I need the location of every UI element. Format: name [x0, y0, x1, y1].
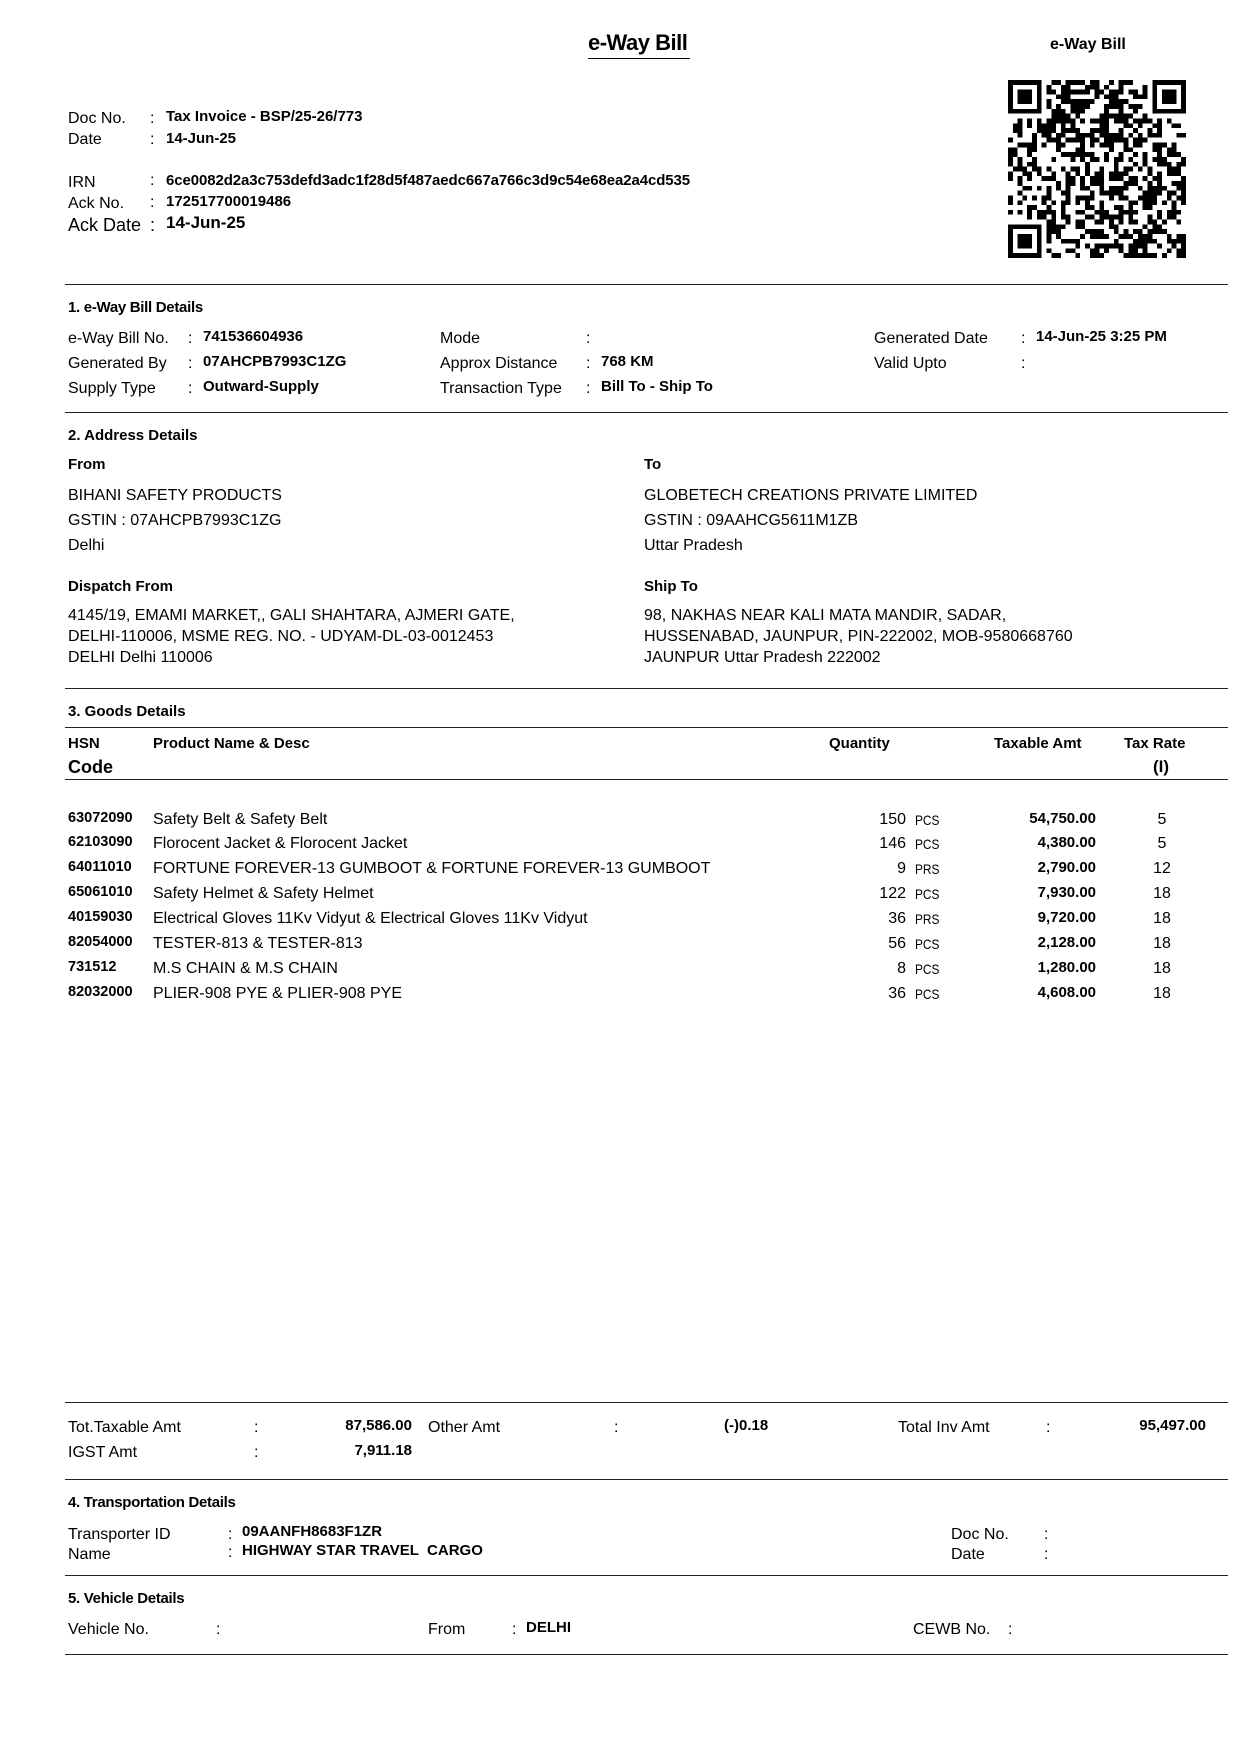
- taxable-amount: 9,720.00: [1037, 909, 1096, 926]
- colon: :: [254, 1444, 259, 1461]
- hsn-code: 63072090: [68, 810, 133, 826]
- quantity: 9: [897, 860, 906, 877]
- generated-by-label: Generated By: [68, 355, 167, 372]
- ack-no-value: 172517700019486: [166, 193, 292, 210]
- ewb-no-value: 741536604936: [203, 328, 304, 345]
- irn-value: 6ce0082d2a3c753defd3adc1f28d5f487aedc667a766c3d9c54e68ea2a4cd535: [166, 172, 691, 189]
- igst-value: 7,911.18: [354, 1442, 412, 1459]
- colon: :: [188, 330, 193, 347]
- from-name: BIHANI SAFETY PRODUCTS: [68, 487, 282, 504]
- generated-date-label: Generated Date: [874, 330, 988, 347]
- unit: PCS: [915, 836, 940, 852]
- table-row: [0, 984, 1240, 1008]
- tax-rate: 18: [1153, 985, 1171, 1002]
- generated-by-value: 07AHCPB7993C1ZG: [203, 353, 347, 370]
- to-label: To: [644, 456, 662, 473]
- tax-rate: 18: [1153, 885, 1171, 902]
- colon: :: [586, 330, 591, 347]
- colon: :: [586, 355, 591, 372]
- total-inv-label: Total Inv Amt: [898, 1419, 990, 1436]
- hsn-code: 40159030: [68, 909, 133, 925]
- unit: PCS: [915, 986, 940, 1002]
- dispatch-line-1: 4145/19, EMAMI MARKET,, GALI SHAHTARA, AJMERI GATE,: [68, 607, 515, 624]
- to-state: Uttar Pradesh: [644, 537, 743, 554]
- colon: :: [150, 110, 155, 127]
- table-row: [0, 909, 1240, 933]
- divider: [65, 412, 1228, 413]
- quantity: 146: [879, 835, 906, 852]
- col-quantity-header: Quantity: [829, 735, 890, 752]
- divider: [65, 1654, 1228, 1655]
- tax-rate: 18: [1153, 960, 1171, 977]
- unit: PRS: [915, 911, 940, 927]
- col-taxrate-sub-header: (I): [1153, 757, 1170, 776]
- colon: :: [1044, 1526, 1049, 1543]
- product-desc: Safety Helmet & Safety Helmet: [153, 885, 374, 902]
- tax-rate: 5: [1157, 811, 1167, 828]
- page-title: e-Way Bill: [588, 30, 688, 55]
- title-underline: [588, 58, 690, 59]
- product-desc: Safety Belt & Safety Belt: [153, 811, 328, 828]
- tax-rate: 18: [1153, 935, 1171, 952]
- hsn-code: 82054000: [68, 934, 133, 950]
- table-row: [0, 884, 1240, 908]
- quantity: 150: [879, 811, 906, 828]
- section-2-title: 2. Address Details: [68, 427, 198, 444]
- unit: PCS: [915, 812, 940, 828]
- colon: :: [1021, 330, 1026, 347]
- col-hsn-code-header: Code: [68, 757, 113, 777]
- colon: :: [512, 1621, 517, 1638]
- other-amt-label: Other Amt: [428, 1419, 501, 1436]
- colon: :: [150, 172, 155, 189]
- hsn-code: 82032000: [68, 984, 133, 1000]
- taxable-amount: 2,790.00: [1037, 859, 1096, 876]
- unit: PCS: [915, 936, 940, 952]
- taxable-amount: 7,930.00: [1037, 884, 1096, 901]
- tot-taxable-value: 87,586.00: [345, 1417, 412, 1434]
- divider: [65, 1479, 1228, 1480]
- date-value: 14-Jun-25: [166, 130, 237, 147]
- doc-no-value: Tax Invoice - BSP/25-26/773: [166, 108, 363, 125]
- quantity: 56: [888, 935, 906, 952]
- supply-type-label: Supply Type: [68, 380, 156, 397]
- colon: :: [254, 1419, 259, 1436]
- col-taxrate-header: Tax Rate: [1124, 735, 1186, 752]
- divider: [65, 727, 1228, 728]
- table-row: [0, 934, 1240, 958]
- taxable-amount: 4,608.00: [1037, 984, 1096, 1001]
- hsn-code: 731512: [68, 959, 117, 975]
- col-hsn-header: HSN: [68, 735, 100, 752]
- approx-distance-label: Approx Distance: [440, 355, 558, 372]
- tax-rate: 5: [1157, 835, 1167, 852]
- ack-date-label: Ack Date: [68, 215, 142, 235]
- col-taxable-header: Taxable Amt: [994, 735, 1082, 752]
- product-desc: TESTER-813 & TESTER-813: [153, 935, 363, 952]
- quantity: 122: [879, 885, 906, 902]
- colon: :: [188, 380, 193, 397]
- hsn-code: 64011010: [68, 859, 132, 875]
- from-gstin: GSTIN : 07AHCPB7993C1ZG: [68, 512, 282, 529]
- ack-no-label: Ack No.: [68, 195, 125, 212]
- ack-date-value: 14-Jun-25: [166, 213, 246, 232]
- colon: :: [150, 215, 156, 235]
- ship-to-label: Ship To: [644, 578, 698, 595]
- divider: [65, 688, 1228, 689]
- product-desc: Electrical Gloves 11Kv Vidyut & Electrical Gloves 11Kv Vidyut: [153, 910, 588, 927]
- colon: :: [1008, 1621, 1013, 1638]
- colon: :: [1021, 355, 1026, 372]
- transaction-type-label: Transaction Type: [440, 380, 562, 397]
- product-desc: PLIER-908 PYE & PLIER-908 PYE: [153, 985, 403, 1002]
- product-desc: Florocent Jacket & Florocent Jacket: [153, 835, 408, 852]
- tot-taxable-label: Tot.Taxable Amt: [68, 1419, 181, 1436]
- colon: :: [586, 380, 591, 397]
- unit: PCS: [915, 961, 940, 977]
- colon: :: [1046, 1419, 1051, 1436]
- valid-upto-label: Valid Upto: [874, 355, 947, 372]
- transporter-name-value: HIGHWAY STAR TRAVEL CARGO: [242, 1542, 483, 1559]
- transporter-name-label: Name: [68, 1546, 111, 1563]
- divider: [65, 284, 1228, 285]
- hsn-code: 65061010: [68, 884, 133, 900]
- divider: [65, 1575, 1228, 1576]
- date-label: Date: [68, 131, 102, 148]
- transport-doc-no-label: Doc No.: [951, 1526, 1009, 1543]
- section-1-title: 1. e-Way Bill Details: [68, 299, 203, 316]
- qr-label: e-Way Bill: [1050, 36, 1126, 53]
- section-4-title: 4. Transportation Details: [68, 1494, 236, 1511]
- dispatch-line-2: DELHI-110006, MSME REG. NO. - UDYAM-DL-03-0012453: [68, 628, 494, 645]
- transport-date-label: Date: [951, 1546, 985, 1563]
- transporter-id-value: 09AANFH8683F1ZR: [242, 1523, 383, 1540]
- other-amt-value: (-)0.18: [724, 1417, 769, 1434]
- qr-code-icon: [1008, 80, 1186, 258]
- from-label: From: [68, 456, 106, 473]
- taxable-amount: 54,750.00: [1029, 810, 1096, 827]
- colon: :: [188, 355, 193, 372]
- section-3-title: 3. Goods Details: [68, 703, 186, 720]
- colon: :: [228, 1544, 233, 1561]
- tax-rate: 18: [1153, 910, 1171, 927]
- total-inv-value: 95,497.00: [1139, 1417, 1206, 1434]
- quantity: 36: [888, 985, 906, 1002]
- cewb-no-label: CEWB No.: [913, 1621, 991, 1638]
- divider: [65, 1402, 1228, 1403]
- tax-rate: 12: [1153, 860, 1171, 877]
- transaction-type-value: Bill To - Ship To: [601, 378, 713, 395]
- supply-type-value: Outward-Supply: [203, 378, 319, 395]
- irn-label: IRN: [68, 174, 96, 191]
- section-5-title: 5. Vehicle Details: [68, 1590, 185, 1607]
- quantity: 36: [888, 910, 906, 927]
- colon: :: [1044, 1546, 1049, 1563]
- colon: :: [216, 1621, 221, 1638]
- from-state: Delhi: [68, 537, 105, 554]
- table-row: [0, 959, 1240, 983]
- colon: :: [228, 1526, 233, 1543]
- colon: :: [150, 131, 155, 148]
- to-name: GLOBETECH CREATIONS PRIVATE LIMITED: [644, 487, 978, 504]
- table-row: [0, 859, 1240, 883]
- doc-no-label: Doc No.: [68, 110, 126, 127]
- col-product-header: Product Name & Desc: [153, 735, 310, 752]
- transporter-id-label: Transporter ID: [68, 1526, 171, 1543]
- table-row: [0, 834, 1240, 858]
- product-desc: FORTUNE FOREVER-13 GUMBOOT & FORTUNE FOREVER-13 GUMBOOT: [153, 860, 711, 877]
- quantity: 8: [897, 960, 906, 977]
- ewb-no-label: e-Way Bill No.: [68, 330, 169, 347]
- taxable-amount: 4,380.00: [1037, 834, 1096, 851]
- dispatch-line-3: DELHI Delhi 110006: [68, 649, 213, 666]
- approx-distance-value: 768 KM: [601, 353, 654, 370]
- vehicle-no-label: Vehicle No.: [68, 1621, 149, 1638]
- unit: PRS: [915, 861, 940, 877]
- product-desc: M.S CHAIN & M.S CHAIN: [153, 960, 338, 977]
- taxable-amount: 1,280.00: [1037, 959, 1096, 976]
- vehicle-from-label: From: [428, 1621, 466, 1638]
- divider: [65, 779, 1228, 780]
- igst-label: IGST Amt: [68, 1444, 138, 1461]
- taxable-amount: 2,128.00: [1037, 934, 1096, 951]
- ship-to-line-1: 98, NAKHAS NEAR KALI MATA MANDIR, SADAR,: [644, 607, 1007, 624]
- ship-to-line-2: HUSSENABAD, JAUNPUR, PIN-222002, MOB-9580668760: [644, 628, 1073, 645]
- unit: PCS: [915, 886, 940, 902]
- colon: :: [150, 194, 155, 211]
- generated-date-value: 14-Jun-25 3:25 PM: [1036, 328, 1167, 345]
- hsn-code: 62103090: [68, 834, 133, 850]
- mode-label: Mode: [440, 330, 481, 347]
- colon: :: [614, 1419, 619, 1436]
- ship-to-line-3: JAUNPUR Uttar Pradesh 222002: [644, 649, 881, 666]
- table-row: [0, 810, 1240, 834]
- to-gstin: GSTIN : 09AAHCG5611M1ZB: [644, 512, 858, 529]
- dispatch-from-label: Dispatch From: [68, 578, 174, 595]
- vehicle-from-value: DELHI: [526, 1619, 571, 1636]
